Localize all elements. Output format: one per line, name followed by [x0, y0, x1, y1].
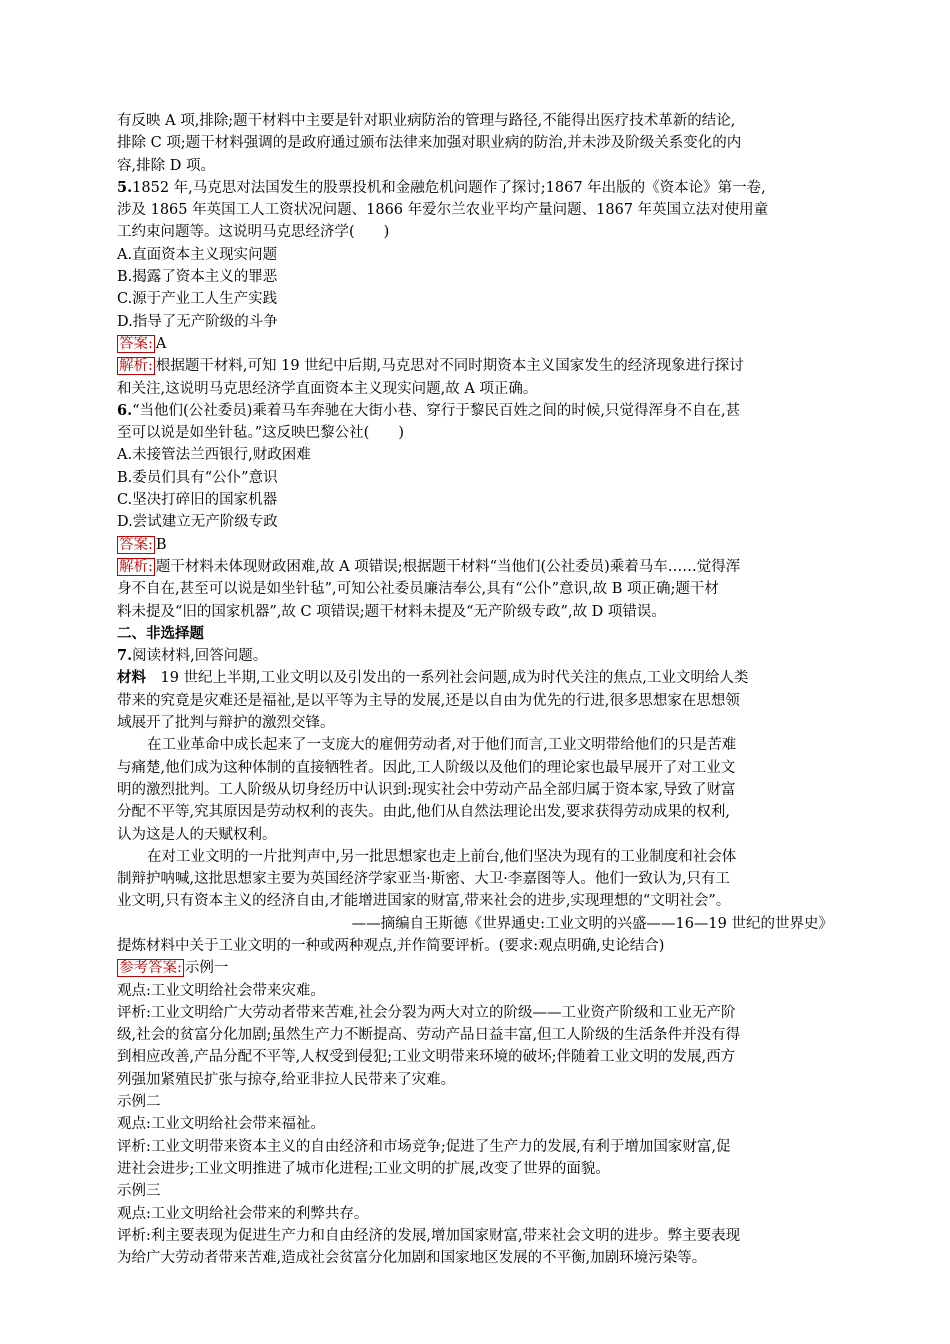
q6-option-b: B.委员们具有“公仆”意识 [117, 469, 278, 486]
material-line: 带来的究竟是灾难还是福祉,是以平等为主导的发展,还是以自由为优先的行进,很多思想家在思想领 [117, 692, 740, 709]
q7-prompt [117, 645, 833, 667]
example-title: 示例三 [117, 1183, 161, 1200]
question-number: 7. [117, 647, 133, 665]
material-source: ——摘编自王斯德《世界通史:工业文明的兴盛——16—19 世纪的世界史》 [351, 915, 833, 932]
material-line: 与痛楚,他们成为这种体制的直接牺牲者。因此,工人阶级以及他们的理论家也最早展开了对工业文 [117, 759, 736, 776]
q5-analysis-line: 和关注,这说明马克思经济学直面资本主义现实问题,故 A 项正确。 [117, 380, 538, 397]
q7-reference-answer [117, 957, 833, 979]
q5-stem-line: 工约束问题等。这说明马克思经济学( ) [117, 224, 390, 241]
q6-option-d: D.尝试建立无产阶级专政 [117, 514, 278, 531]
section-title: 二、非选择题 [117, 624, 204, 642]
q6-analysis-line [117, 556, 833, 578]
q5-option-c: C.源于产业工人生产实践 [117, 291, 278, 308]
reference-answer-tag: 参考答案: [119, 960, 182, 977]
question-number: 5. [117, 178, 133, 196]
q5-option-b: B.揭露了资本主义的罪恶 [117, 269, 278, 286]
material-line: 在对工业文明的一片批判声中,另一批思想家也走上前台,他们坚决为现有的工业制度和社会体 [147, 848, 737, 865]
q5-option-d: D.指导了无产阶级的斗争 [117, 313, 278, 330]
q7-prompt-text: 阅读材料,回答问题。 [132, 648, 268, 665]
example-view: 观点:工业文明给社会带来福祉。 [117, 1116, 325, 1133]
answer-value: B [155, 536, 167, 553]
example-eval-line: 进社会进步;工业文明推进了城市化进程;工业文明的扩展,改变了世界的面貌。 [117, 1160, 610, 1177]
question-number: 6. [117, 401, 133, 419]
answer-tag: 答案: [119, 335, 153, 352]
document-page [117, 110, 833, 1269]
answer-value: A [155, 335, 167, 352]
example-title: 示例二 [117, 1094, 161, 1111]
material-line: 认为这是人的天赋权利。 [117, 826, 277, 843]
q6-option-c: C.坚决打碎旧的国家机器 [117, 492, 278, 509]
analysis-text: 题干材料未体现财政困难,故 A 项错误;根据题干材料“当他们(公社委员)乘着马车……觉得浑 [155, 558, 741, 575]
q5-stem-text: 1852 年,马克思对法国发生的股票投机和金融危机问题作了探讨;1867 年出版的《资本论》第一卷, [132, 179, 766, 196]
q4-analysis-line: 容,排除 D 项。 [117, 157, 215, 174]
analysis-tag: 解析: [119, 358, 153, 375]
q6-stem-line [117, 400, 833, 422]
example-eval-line: 列强加紧殖民扩张与掠夺,给亚非拉人民带来了灾难。 [117, 1071, 456, 1088]
material-line: 在工业革命中成长起来了一支庞大的雇佣劳动者,对于他们而言,工业文明带给他们的只是苦难 [147, 737, 737, 754]
q5-answer [117, 333, 833, 355]
answer-tag: 答案: [119, 536, 153, 553]
q4-analysis-line: 有反映 A 项,排除;题干材料中主要是针对职业病防治的管理与路径,不能得出医疗技术革新的结论, [117, 113, 736, 129]
q4-analysis-line: 排除 C 项;题干材料强调的是政府通过颁布法律来加强对职业病的防治,并未涉及阶级关系变化的内 [117, 135, 742, 152]
material-line: 制辩护呐喊,这批思想家主要为英国经济学家亚当·斯密、大卫·李嘉图等人。他们一致认为,只有工 [117, 871, 730, 888]
q5-analysis-line [117, 355, 833, 377]
q6-analysis-line: 料未提及“旧的国家机器”,故 C 项错误;题干材料未提及“无产阶级专政”,故 D 项错误。 [117, 603, 666, 620]
analysis-tag: 解析: [119, 558, 153, 575]
example-eval-line: 到相应改善,产品分配不平等,人权受到侵犯;工业文明带来环境的破坏;伴随着工业文明的发展,西方 [117, 1049, 736, 1066]
example-eval-line: 评析:工业文明带来资本主义的自由经济和市场竞争;促进了生产力的发展,有利于增加国家财富,促 [117, 1138, 731, 1155]
q6-answer [117, 534, 833, 556]
material-line: 分配不平等,究其原因是劳动权利的丧失。由此,他们从自然法理论出发,要求获得劳动成果的权利, [117, 804, 730, 821]
q6-analysis-line: 身不自在,甚至可以说是如坐针毡”,可知公社委员廉洁奉公,具有“公仆”意识,故 B 项正确;题干材 [117, 581, 719, 598]
q6-option-a: A.未接管法兰西银行,财政困难 [117, 447, 311, 464]
material-line: 域展开了批判与辩护的激烈交锋。 [117, 715, 335, 732]
material-label: 材料 [117, 669, 146, 687]
example-eval-line: 评析:利主要表现为促进生产力和自由经济的发展,增加国家财富,带来社会文明的进步。弊主要表现 [117, 1227, 741, 1244]
q5-option-a: A.直面资本主义现实问题 [117, 246, 278, 263]
q5-stem-line: 涉及 1865 年英国工人工资状况问题、1866 年爱尔兰农业平均产量问题、1867 年英国立法对使用童 [117, 202, 769, 219]
q6-stem-text: “当他们(公社委员)乘着马车奔驰在大街小巷、穿行于黎民百姓之间的时候,只觉得浑身不自在,甚 [132, 402, 741, 419]
material-line: 业文明,只有资本主义的经济自由,才能增进国家的财富,带来社会的进步,实现理想的“文明社会”。 [117, 893, 731, 910]
example-view: 观点:工业文明给社会带来的利弊共存。 [117, 1205, 369, 1222]
q7-question: 提炼材料中关于工业文明的一种或两种观点,并作简要评析。(要求:观点明确,史论结合) [117, 937, 665, 954]
example-eval-line: 级,社会的贫富分化加剧;虽然生产力不断提高、劳动产品日益丰富,但工人阶级的生活条件并没有得 [117, 1027, 741, 1044]
material-line: 明的激烈批判。工人阶级从切身经历中认识到:现实社会中劳动产品全部归属于资本家,导致了财富 [117, 781, 736, 798]
example-title: 示例一 [184, 960, 229, 977]
example-view: 观点:工业文明给社会带来灾难。 [117, 982, 325, 999]
example-eval-line: 评析:工业文明给广大劳动者带来苦难,社会分裂为两大对立的阶级——工业资产阶级和工业无产阶 [117, 1004, 736, 1021]
analysis-text: 根据题干材料,可知 19 世纪中后期,马克思对不同时期资本主义国家发生的经济现象进行探讨 [155, 358, 744, 375]
material-line [117, 667, 833, 689]
q5-stem-line [117, 177, 833, 199]
example-eval-line: 为给广大劳动者带来苦难,造成社会贫富分化加剧和国家地区发展的不平衡,加剧环境污染等。 [117, 1250, 707, 1267]
material-text: 19 世纪上半期,工业文明以及引发出的一系列社会问题,成为时代关注的焦点,工业文明给人类 [146, 670, 749, 687]
q6-stem-line: 至可以说是如坐针毡。”这反映巴黎公社( ) [117, 425, 404, 442]
